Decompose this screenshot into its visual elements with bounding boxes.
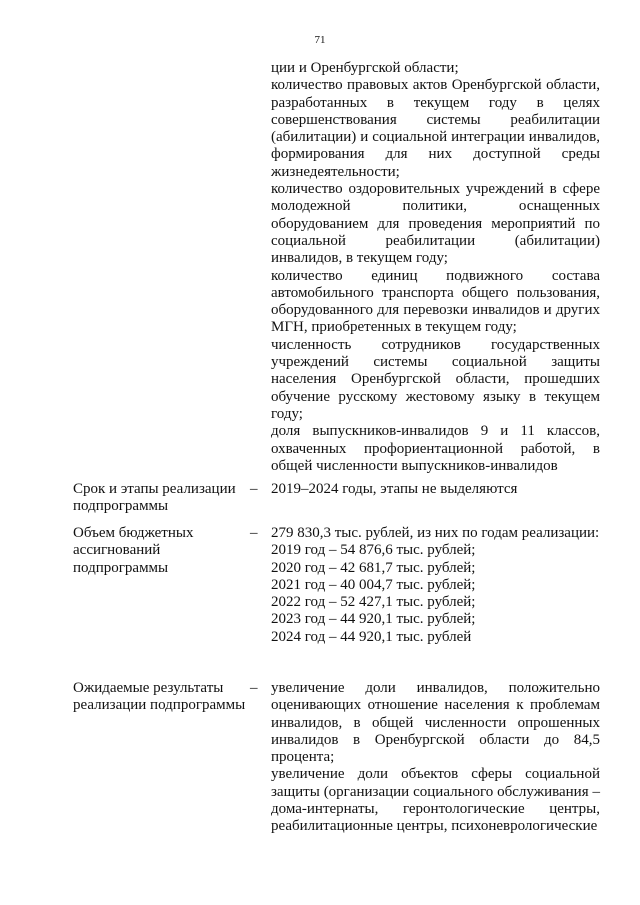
results-label: Ожидаемые результаты реализации подпрограммы	[73, 680, 246, 714]
result-item: увеличение доли объектов сферы социальной защиты (организации социального обслуживания – дома-интернаты, геронтологические центры, реабилитационные центры, психоневрологические	[271, 766, 600, 835]
indicator-item: доля выпускников-инвалидов 9 и 11 классов, охваченных профориентационной работой, в общей численности выпускников-инвалидов	[271, 423, 600, 474]
budget-details	[271, 525, 600, 646]
budget-total: 279 830,3 тыс. рублей, из них по годам реализации:	[271, 525, 600, 541]
budget-dash: –	[250, 525, 258, 541]
term-value: 2019–2024 годы, этапы не выделяются	[271, 481, 518, 497]
term-label: Срок и этапы реализации подпрограммы	[73, 481, 236, 515]
budget-year-line: 2020 год – 42 681,7 тыс. рублей;	[271, 559, 476, 576]
term-dash: –	[250, 481, 258, 497]
indicator-item: ции и Оренбургской области;	[271, 60, 459, 76]
results-dash: –	[250, 680, 258, 696]
budget-label: Объем бюджетных ассигнований подпрограммы	[73, 525, 194, 576]
budget-year-line: 2024 год – 44 920,1 тыс. рублей	[271, 628, 472, 645]
budget-year-line: 2022 год – 52 427,1 тыс. рублей;	[271, 594, 476, 611]
result-item: увеличение доли инвалидов, положительно оценивающих отношение населения к проблемам инвалидов, в общей численности опрошенных инвалидов в Оренбургской области до 84,5 процента;	[271, 680, 600, 766]
indicator-item: количество оздоровительных учреждений в сфере молодежной политики, оснащенных оборудованием для проведения мероприятий по социальной реабилитации (абилитации) инвалидов, в текущем году;	[271, 181, 600, 267]
indicator-item: численность сотрудников государственных учреждений системы социальной защиты населения Оренбургской области, прошедших обучение русскому жестовому языку в текущем году;	[271, 336, 600, 422]
results-list	[271, 680, 600, 836]
indicator-item: количество правовых актов Оренбургской области, разработанных в текущем году в целях совершенствования системы реабилитации (абилитации) и социальной интеграции инвалидов, формирования для них доступной среды жизнедеятельности;	[271, 77, 600, 180]
budget-year-line: 2023 год – 44 920,1 тыс. рублей;	[271, 611, 476, 628]
page-number: 71	[314, 34, 326, 46]
budget-year-line: 2019 год – 54 876,6 тыс. рублей;	[271, 542, 476, 559]
indicators-list	[271, 60, 600, 475]
budget-year-line: 2021 год – 40 004,7 тыс. рублей;	[271, 576, 476, 593]
indicator-item: количество единиц подвижного состава автомобильного транспорта общего пользования, оборудованного для перевозки инвалидов и других МГН, приобретенных в текущем году;	[271, 267, 600, 336]
